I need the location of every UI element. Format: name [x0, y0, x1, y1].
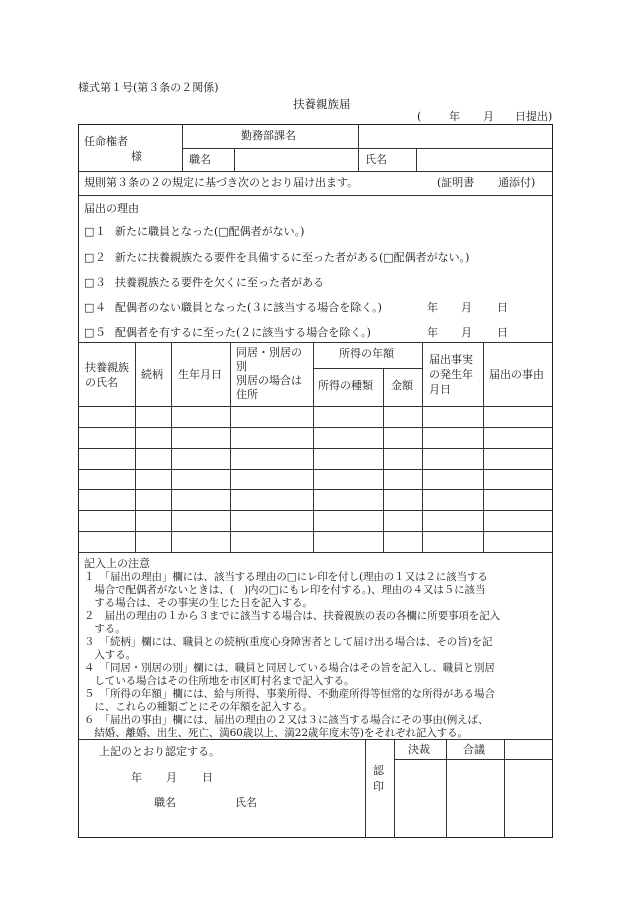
page-title: 扶養親族届	[293, 97, 351, 111]
name-field[interactable]	[418, 150, 551, 169]
reason-checkbox[interactable]	[84, 251, 94, 265]
decision-label: 決裁	[408, 743, 430, 756]
sama-label: 様	[131, 150, 142, 163]
table-row[interactable]	[79, 449, 552, 469]
table-row[interactable]	[79, 470, 552, 489]
consultation-label: 合議	[463, 743, 485, 756]
header-annual-income: 所得の年額	[339, 347, 394, 360]
form-number: 様式第１号(第３条の２関係)	[78, 81, 219, 94]
approval-day: 日	[202, 771, 213, 784]
header-income-type: 所得の種類	[318, 379, 373, 392]
approval-month: 月	[166, 771, 177, 784]
notes-heading: 記入上の注意	[84, 557, 150, 570]
approval-name-label: 氏名	[235, 796, 257, 809]
extra-seal-box[interactable]	[505, 740, 552, 837]
header-residence: 同居・別居の	[236, 346, 302, 359]
table-row[interactable]	[79, 490, 552, 510]
reason-checkbox[interactable]	[84, 326, 94, 340]
decision-seal-box[interactable]	[395, 760, 445, 837]
declaration-text: 規則第３条の２の規定に基づき次のとおり届け出ます。	[84, 176, 359, 189]
header-relation: 続柄	[141, 368, 163, 381]
approval-post-label: 職名	[154, 796, 176, 809]
header-dependent-name: 扶養親族	[85, 361, 129, 374]
approval-statement: 上記のとおり認定する。	[99, 745, 220, 758]
post-label: 職名	[189, 153, 211, 166]
consultation-seal-box[interactable]	[447, 760, 503, 837]
header-birth-date: 生年月日	[178, 368, 222, 381]
table-row[interactable]	[79, 407, 552, 427]
post-field[interactable]	[236, 150, 356, 169]
reason-checkbox[interactable]	[84, 276, 94, 290]
dept-label: 勤務部課名	[241, 129, 296, 142]
certificate-label: (証明書	[437, 176, 475, 189]
appointer-label: 任命権者	[84, 135, 128, 148]
reason-checkbox[interactable]	[84, 301, 94, 315]
header-event: 届出の事由	[489, 368, 544, 381]
reason-checkbox[interactable]	[84, 225, 94, 239]
table-row[interactable]	[79, 428, 552, 448]
approval-year: 年	[131, 771, 142, 784]
table-row[interactable]	[79, 532, 552, 552]
reasons-heading: 届出の理由	[84, 202, 139, 215]
name-label: 氏名	[365, 153, 387, 166]
header-amount: 金額	[391, 379, 413, 392]
header-fact-date: 届出事実	[429, 353, 473, 366]
dept-field[interactable]	[360, 127, 550, 145]
attachment-count-label: 通添付)	[498, 176, 536, 189]
table-row[interactable]	[79, 511, 552, 531]
seal-label: 認	[373, 764, 384, 777]
